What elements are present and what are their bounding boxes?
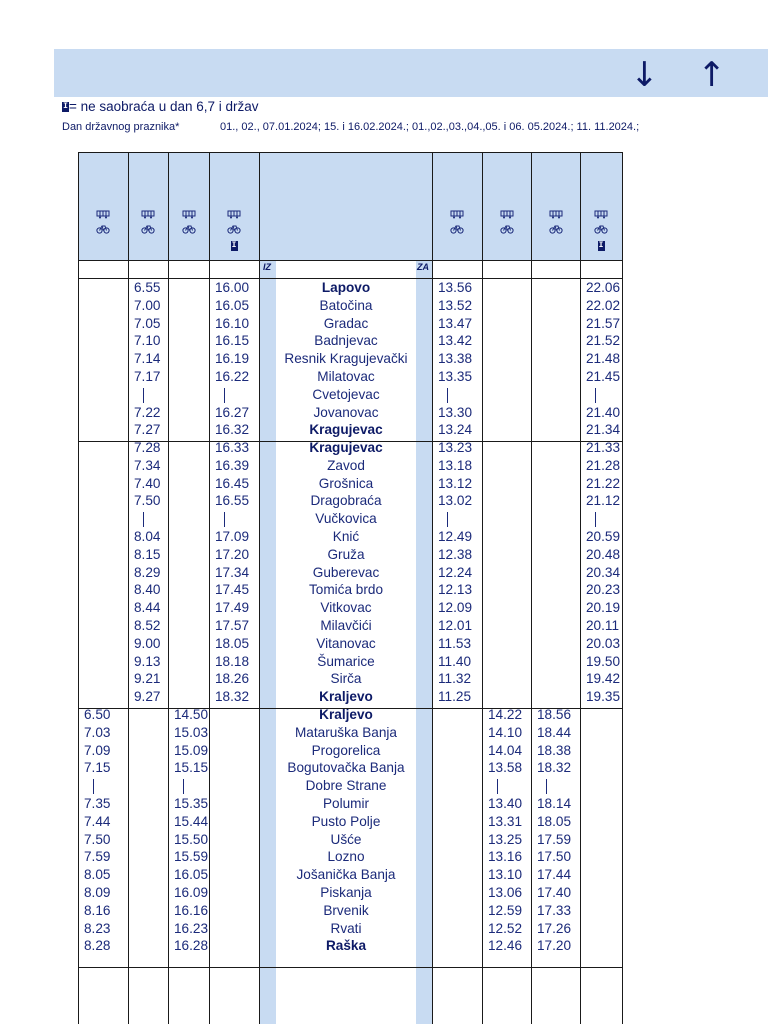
departure-time: 8.29	[134, 564, 161, 580]
station-name: Rvati	[330, 920, 362, 936]
departure-time: 7.28	[134, 440, 161, 455]
departure-time: 7.59	[84, 849, 111, 865]
bicycle-icon	[168, 223, 209, 238]
departure-time: 21.34	[586, 422, 621, 438]
departure-time: 8.09	[84, 885, 111, 900]
station-name: Batočina	[319, 297, 373, 313]
departure-time: 17.40	[537, 885, 572, 900]
bicycle-icon	[482, 223, 531, 238]
bicycle-icon	[128, 223, 168, 238]
za-label: ZA	[417, 262, 429, 272]
departure-time: 12.01	[438, 618, 473, 633]
departure-time: 8.40	[134, 582, 161, 598]
departure-time: 13.31	[488, 813, 523, 829]
departure-time: 13.10	[488, 867, 523, 883]
station-name: Raška	[325, 938, 367, 954]
station-name: Grošnica	[318, 475, 374, 491]
departure-time: 7.09	[84, 742, 111, 758]
pass-through-mark	[595, 388, 596, 403]
departure-time: 20.23	[586, 582, 621, 598]
no-service-badge-icon: I	[598, 241, 604, 250]
departure-time: 16.45	[215, 475, 250, 491]
departure-time: 16.00	[215, 280, 250, 295]
departure-time: 7.14	[134, 351, 161, 367]
departure-time: 13.25	[488, 831, 523, 847]
departure-time: 15.15	[174, 760, 209, 776]
departure-time: 21.40	[586, 404, 621, 420]
pass-through-mark	[143, 388, 144, 403]
station-name: Bogutovačka Banja	[287, 760, 405, 776]
departure-time: 18.14	[537, 796, 572, 811]
departure-time: 17.59	[537, 831, 572, 847]
station-name: Dobre Strane	[305, 778, 387, 794]
train-header	[128, 208, 168, 238]
departure-time: 17.49	[215, 600, 250, 616]
departure-time: 13.56	[438, 280, 473, 295]
station-name: Vitanovac	[316, 635, 376, 651]
departure-time: 17.09	[215, 529, 250, 544]
station-name: Lozno	[327, 849, 365, 865]
coach-icon	[432, 208, 482, 223]
departure-time: 18.05	[537, 813, 572, 829]
departure-time: 11.25	[438, 689, 472, 705]
departure-time: 18.05	[215, 635, 250, 651]
coach-icon	[128, 208, 168, 223]
bicycle-icon	[78, 223, 128, 238]
pass-through-mark	[447, 388, 448, 403]
departure-time: 20.03	[586, 635, 621, 651]
departure-time	[438, 510, 491, 528]
column-line	[259, 152, 260, 1024]
station-name: Šumarice	[317, 653, 375, 669]
departure-time: 7.50	[134, 493, 161, 509]
bicycle-icon	[531, 223, 580, 238]
pass-through-mark	[143, 512, 144, 527]
station-name: Polumir	[322, 796, 370, 811]
departure-time: 8.15	[134, 546, 161, 562]
train-header	[168, 208, 209, 238]
station-name: Guberevac	[312, 564, 380, 580]
coach-icon	[531, 208, 580, 223]
departure-time: 12.49	[438, 529, 473, 544]
departure-time: 7.27	[134, 422, 161, 438]
departure-time: 21.12	[586, 493, 621, 509]
column-line	[580, 152, 581, 1024]
departure-time: 8.44	[134, 600, 161, 616]
station-name: Sirča	[330, 671, 362, 687]
departure-time: 21.57	[586, 315, 621, 331]
departure-time: 19.42	[586, 671, 621, 687]
departure-time: 14.04	[488, 742, 523, 758]
departure-time: 21.45	[586, 369, 621, 384]
no-service-badge-icon: I	[231, 241, 237, 250]
departure-time: 22.02	[586, 297, 621, 313]
departure-time: 11.53	[438, 635, 472, 651]
departure-time: 12.59	[488, 902, 523, 918]
bicycle-icon	[580, 223, 622, 238]
departure-time: 15.03	[174, 724, 209, 740]
departure-time: 14.22	[488, 707, 523, 722]
departure-time: 20.59	[586, 529, 621, 544]
departure-time: 17.34	[215, 564, 250, 580]
station-name: Gruža	[327, 546, 365, 562]
departure-time: 11.32	[438, 671, 472, 687]
departure-time: 7.17	[134, 369, 161, 384]
departure-time: 17.20	[537, 938, 572, 954]
departure-time: 15.59	[174, 849, 209, 865]
station-name: Pusto Polje	[311, 813, 381, 829]
column-line	[531, 152, 532, 1024]
column-line	[432, 152, 433, 1024]
departure-time: 17.44	[537, 867, 572, 883]
departure-time: 7.50	[84, 831, 111, 847]
station-name: Brvenik	[323, 902, 369, 918]
departure-time: 7.05	[134, 315, 161, 331]
departure-time: 17.33	[537, 902, 572, 918]
departure-time: 9.13	[134, 653, 161, 669]
column-line	[209, 152, 210, 1024]
departure-time: 15.35	[174, 796, 209, 811]
departure-time: 13.12	[438, 475, 473, 491]
column-line	[482, 152, 483, 1024]
departure-time: 17.20	[215, 546, 250, 562]
legend	[62, 99, 259, 114]
departure-time	[134, 386, 177, 404]
departure-time: 16.28	[174, 938, 209, 954]
departure-time: 16.55	[215, 493, 250, 509]
departure-time: 7.34	[134, 457, 161, 473]
departure-time: 16.09	[174, 885, 209, 900]
station-name: Kraljevo	[319, 689, 373, 705]
departure-time	[586, 386, 631, 404]
station-name: Vučkovica	[315, 511, 377, 527]
departure-time: 18.26	[215, 671, 250, 687]
departure-time: 9.27	[134, 689, 161, 705]
station-name: Badnjevac	[314, 333, 378, 349]
pass-through-mark	[183, 779, 184, 794]
departure-time: 13.24	[438, 422, 473, 438]
station-name: Jošanička Banja	[296, 867, 396, 883]
iz-strip	[260, 260, 276, 1024]
no-service-badge-icon: I	[63, 102, 68, 112]
departure-time	[84, 777, 137, 795]
departure-time: 13.38	[438, 351, 473, 367]
bicycle-icon	[209, 223, 259, 238]
station-name: Vitkovac	[320, 600, 372, 616]
coach-icon	[168, 208, 209, 223]
departure-time: 8.28	[84, 938, 111, 954]
station-name: Zavod	[327, 457, 365, 473]
bicycle-icon	[432, 223, 482, 238]
row-line	[78, 967, 623, 968]
departure-time: 18.32	[537, 760, 572, 776]
departure-time: 19.50	[586, 653, 621, 669]
departure-time: 9.00	[134, 635, 161, 651]
departure-time	[438, 386, 491, 404]
header-background	[78, 153, 622, 260]
departure-time: 6.50	[84, 707, 111, 722]
departure-time: 20.48	[586, 546, 621, 562]
station-name: Milavčići	[320, 618, 372, 633]
pass-through-mark	[497, 779, 498, 794]
departure-time: 8.23	[84, 920, 111, 936]
iz-label: IZ	[263, 262, 271, 272]
departure-time: 21.33	[586, 440, 621, 455]
departure-time	[586, 510, 631, 528]
row-line	[78, 260, 623, 261]
departure-time	[537, 777, 589, 795]
departure-time: 16.22	[215, 369, 250, 384]
station-name: Mataruška Banja	[294, 724, 397, 740]
pass-through-mark	[595, 512, 596, 527]
holiday-line	[62, 121, 639, 133]
departure-time: 21.48	[586, 351, 621, 367]
departure-time: 20.19	[586, 600, 621, 616]
departure-time: 9.21	[134, 671, 161, 687]
departure-time: 13.42	[438, 333, 473, 349]
departure-time: 16.05	[174, 867, 209, 883]
departure-time: 16.16	[174, 902, 209, 918]
station-name: Cvetojevac	[312, 386, 380, 402]
departure-time: 12.52	[488, 920, 523, 936]
departure-time: 7.03	[84, 724, 111, 740]
departure-time: 13.47	[438, 315, 473, 331]
departure-time: 18.18	[215, 653, 250, 669]
departure-time: 16.32	[215, 422, 250, 438]
pass-through-mark	[93, 779, 94, 794]
departure-time: 7.44	[84, 813, 111, 829]
departure-time: 7.00	[134, 297, 161, 313]
departure-time: 13.18	[438, 457, 473, 473]
departure-time: 14.10	[488, 724, 523, 740]
departure-time: 16.05	[215, 297, 250, 313]
departure-time: 15.50	[174, 831, 209, 847]
pass-through-mark	[224, 512, 225, 527]
station-name: Ušće	[330, 831, 362, 847]
train-header	[432, 208, 482, 238]
departure-time: 13.35	[438, 369, 473, 384]
station-name: Kragujevac	[309, 422, 383, 438]
row-line	[78, 152, 623, 153]
column-line	[168, 152, 169, 1024]
departure-time: 13.16	[488, 849, 523, 865]
departure-time: 13.23	[438, 440, 473, 455]
coach-icon	[580, 208, 622, 223]
departure-time	[215, 510, 268, 528]
departure-time: 16.33	[215, 440, 250, 455]
pass-through-mark	[447, 512, 448, 527]
departure-time: 12.09	[438, 600, 473, 616]
departure-time: 7.15	[84, 760, 111, 776]
station-name: Kragujevac	[309, 440, 383, 455]
station-name: Knić	[332, 529, 360, 544]
departure-time: 20.34	[586, 564, 621, 580]
departure-time: 6.55	[134, 280, 161, 295]
departure-time: 20.11	[586, 618, 620, 633]
departure-time: 16.27	[215, 404, 250, 420]
departure-time: 17.50	[537, 849, 572, 865]
departure-time: 8.52	[134, 618, 161, 633]
departure-time: 13.58	[488, 760, 523, 776]
column-line	[128, 152, 129, 1024]
departure-time: 12.46	[488, 938, 523, 954]
station-name: Tomića brdo	[308, 582, 384, 598]
departure-time: 12.13	[438, 582, 473, 598]
train-header	[580, 208, 622, 253]
departure-time: 12.24	[438, 564, 473, 580]
departure-time: 18.38	[537, 742, 572, 758]
departure-time: 13.40	[488, 796, 523, 811]
departure-time: 21.52	[586, 333, 621, 349]
departure-time: 7.35	[84, 796, 111, 811]
departure-time	[174, 777, 218, 795]
departure-time: 14.50	[174, 707, 209, 722]
departure-time: 21.28	[586, 457, 621, 473]
departure-time: 17.26	[537, 920, 572, 936]
departure-time: 16.19	[215, 351, 250, 367]
station-name: Milatovac	[317, 369, 375, 384]
station-name: Lapovo	[321, 280, 371, 295]
station-name: Resnik Kragujevački	[284, 351, 408, 367]
departure-time: 16.15	[215, 333, 250, 349]
departure-time: 18.56	[537, 707, 572, 722]
holiday-label: Dan državnog praznika*	[62, 121, 180, 133]
departure-time: 7.10	[134, 333, 161, 349]
departure-time: 12.38	[438, 546, 473, 562]
departure-time: 15.44	[174, 813, 209, 829]
departure-time: 8.16	[84, 902, 111, 918]
departure-time	[215, 386, 268, 404]
departure-time: 17.57	[215, 618, 250, 633]
departure-time	[134, 510, 177, 528]
departure-time: 18.44	[537, 724, 572, 740]
train-header	[482, 208, 531, 238]
coach-icon	[482, 208, 531, 223]
departure-time: 16.39	[215, 457, 250, 473]
departure-time: 22.06	[586, 280, 621, 295]
train-header	[531, 208, 580, 238]
departure-time: 21.22	[586, 475, 621, 491]
departure-time: 7.40	[134, 475, 161, 491]
za-strip	[416, 260, 432, 1024]
station-name: Kraljevo	[319, 707, 373, 722]
departure-time: 8.05	[84, 867, 111, 883]
holiday-dates: 01., 02., 07.01.2024; 15. i 16.02.2024.; 01.,02.,03.,04.,05. i 06. 05.2024.; 11. 11.2024.;	[220, 121, 640, 133]
departure-time: 15.09	[174, 742, 209, 758]
pass-through-mark	[224, 388, 225, 403]
departure-time: 11.40	[438, 653, 472, 669]
coach-icon	[78, 208, 128, 223]
departure-time: 13.02	[438, 493, 473, 509]
train-header	[78, 208, 128, 238]
departure-time	[488, 777, 540, 795]
legend-text: = ne saobraća u dan 6,7 i držav	[69, 99, 259, 114]
departure-time: 13.52	[438, 297, 473, 313]
station-name: Jovanovac	[313, 404, 379, 420]
column-line	[78, 152, 79, 1024]
pass-through-mark	[546, 779, 547, 794]
departure-time: 19.35	[586, 689, 621, 705]
station-name: Piskanja	[320, 885, 372, 900]
departure-time: 8.04	[134, 529, 161, 544]
column-line	[622, 152, 623, 1024]
departure-time: 16.10	[215, 315, 250, 331]
coach-icon	[209, 208, 259, 223]
station-name: Gradac	[323, 315, 369, 331]
departure-time: 16.23	[174, 920, 209, 936]
station-name: Progorelica	[311, 742, 381, 758]
direction-arrows: ↓ ↑	[630, 55, 740, 95]
departure-time: 17.45	[215, 582, 250, 598]
departure-time: 13.30	[438, 404, 473, 420]
train-header	[209, 208, 259, 253]
station-name: Dragobraća	[310, 493, 382, 509]
departure-time: 13.06	[488, 885, 523, 900]
departure-time: 18.32	[215, 689, 250, 705]
departure-time: 7.22	[134, 404, 161, 420]
